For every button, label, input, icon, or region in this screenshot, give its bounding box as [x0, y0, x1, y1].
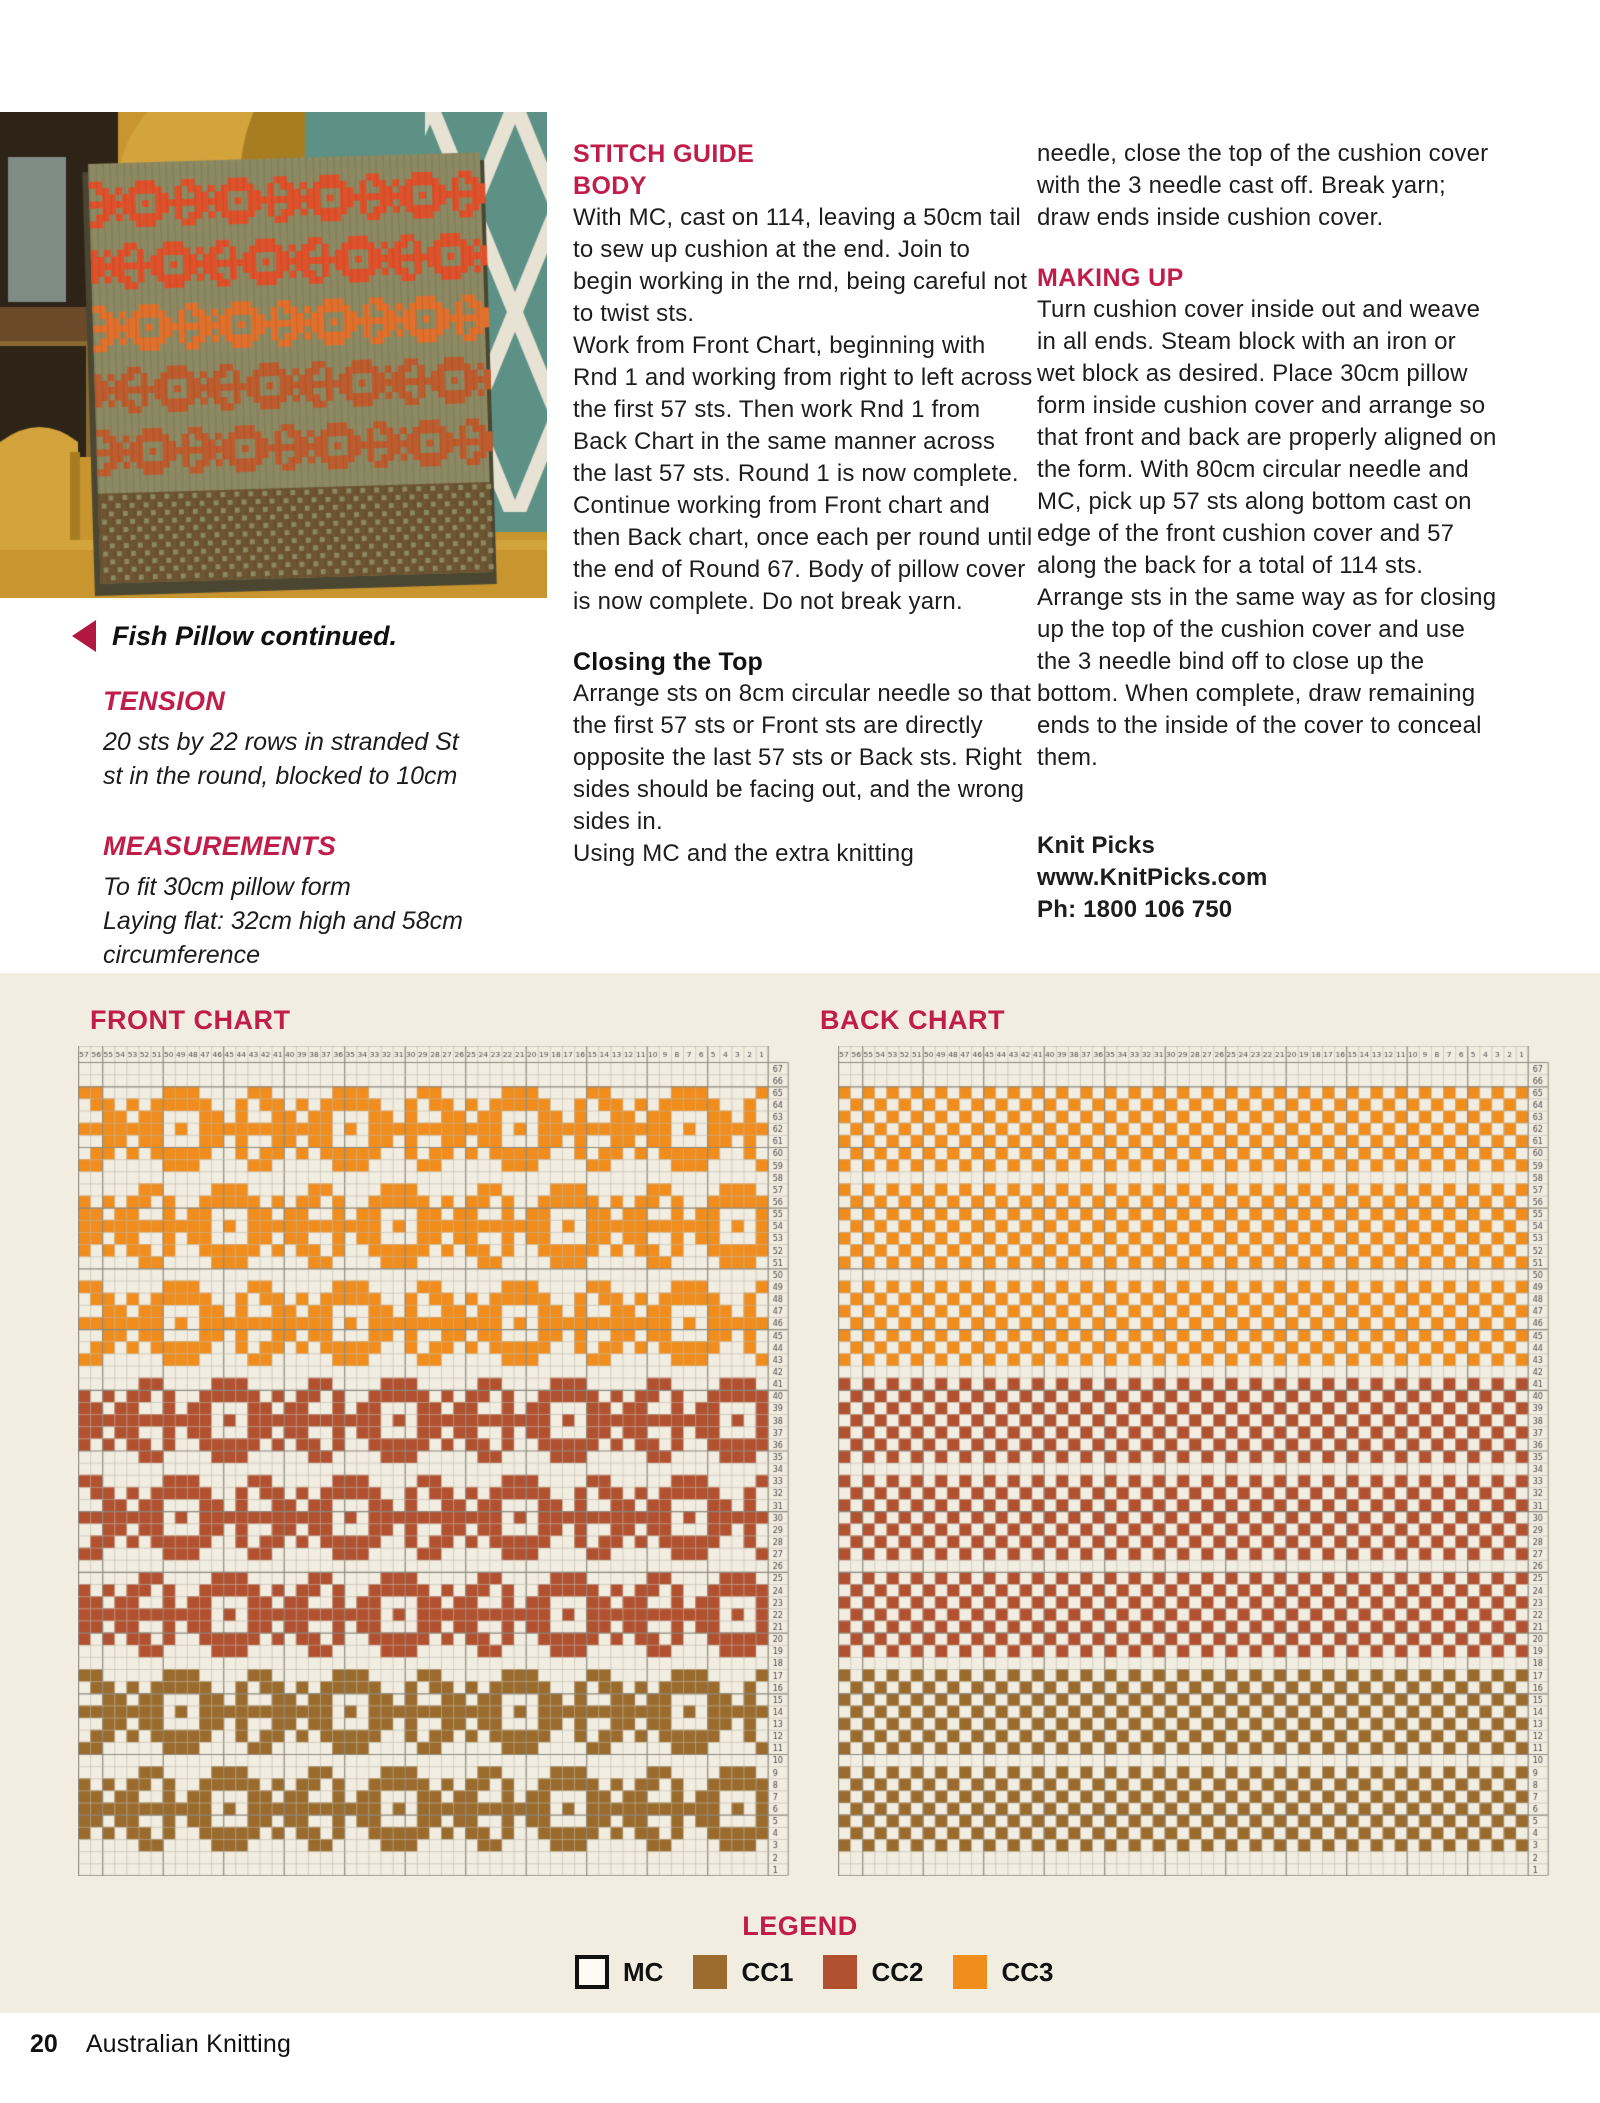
body-paragraph: Work from Front Chart, beginning with Rnd 1 and working from right to left across the first 57 sts. Then work Rnd 1 from Back Chart in the same manner across the last 57 sts. Round 1 is now complete. — [573, 332, 1033, 487]
body-paragraph: With MC, cast on 114, leaving a 50cm tail to sew up cushion at the end. Join to begin working in the rnd, being careful not to twist sts. — [573, 204, 1028, 327]
making-up-paragraph: Turn cushion cover inside out and weave in all ends. Steam block with an iron or wet block as desired. Place 30cm pillow form inside cushion cover and arrange so that front and back are properly aligned on the form. With 80cm circular needle and MC, pick up 57 sts along bottom cast on edge of the front cushion cover and 57 along the back for a total of 114 sts. Arrange sts in the same way as for closing up the top of the cushion cover and use the 3 needle bind off to close up the bottom. When complete, draw remaining ends to the inside of the cover to conceal them. — [1037, 296, 1497, 771]
legend-item-cc3 — [953, 1955, 1053, 1989]
continued-caption — [72, 620, 397, 652]
legend-swatch-cc3 — [953, 1955, 987, 1989]
front-chart-grid — [78, 1046, 790, 1876]
closing-top-continuation: needle, close the top of the cushion cover with the 3 needle cast off. Break yarn; draw ends inside cushion cover. — [1037, 140, 1489, 231]
measurements-line-1: To fit 30cm pillow form — [103, 873, 351, 901]
making-up-heading: MAKING UP — [1037, 264, 1184, 292]
measurements-line-2: Laying flat: 32cm high and 58cm circumference — [103, 907, 463, 969]
legend-items — [575, 1955, 1053, 1989]
instructions-column-2 — [1037, 138, 1499, 926]
pattern-specs-column — [103, 686, 463, 972]
closing-top-paragraph: Arrange sts on 8cm circular needle so that the first 57 sts or Front sts are directly opposite the last 57 sts or Back sts. Right sides should be facing out, and the wrong sides in. — [573, 680, 1031, 835]
charts-section — [0, 973, 1600, 2013]
legend-label-cc3: CC3 — [1001, 1956, 1054, 1987]
tension-section — [103, 686, 463, 793]
supplier-contact-block — [1037, 830, 1499, 926]
closing-top-paragraph: Using MC and the extra knitting — [573, 840, 915, 867]
back-chart-title: BACK CHART — [820, 1005, 1005, 1035]
continued-caption-label: Fish Pillow continued. — [112, 620, 398, 651]
front-chart-title: FRONT CHART — [90, 1005, 291, 1035]
magazine-name: Australian Knitting — [85, 2030, 292, 2058]
legend-item-mc — [575, 1955, 663, 1989]
legend-label-cc2: CC2 — [871, 1956, 924, 1987]
tension-heading: TENSION — [103, 686, 226, 716]
continued-arrow-icon — [72, 620, 96, 652]
measurements-section — [103, 831, 463, 972]
stitch-guide-heading: STITCH GUIDE — [573, 140, 755, 168]
legend-swatch-mc — [575, 1955, 609, 1989]
legend-item-cc2 — [823, 1955, 923, 1989]
page-footer — [30, 2030, 291, 2059]
legend-swatch-cc2 — [823, 1955, 857, 1989]
closing-top-heading: Closing the Top — [573, 648, 764, 676]
legend-swatch-cc1 — [693, 1955, 727, 1989]
instructions-column-1 — [573, 138, 1035, 870]
legend-item-cc1 — [693, 1955, 793, 1989]
body-heading: BODY — [573, 172, 647, 200]
supplier-website: www.KnitPicks.com — [1037, 864, 1268, 891]
pillow-photo-image — [0, 112, 547, 598]
supplier-phone: Ph: 1800 106 750 — [1037, 896, 1233, 923]
legend-heading: LEGEND — [742, 1911, 858, 1941]
tension-body: 20 sts by 22 rows in stranded St st in the round, blocked to 10cm — [103, 728, 459, 790]
legend-label-mc: MC — [623, 1956, 664, 1987]
page-number: 20 — [30, 2030, 58, 2058]
body-paragraph: Continue working from Front chart and then Back chart, once each per round until the end of Round 67. Body of pillow cover is now complete. Do not break yarn. — [573, 492, 1033, 615]
supplier-name: Knit Picks — [1037, 832, 1156, 859]
measurements-heading: MEASUREMENTS — [103, 831, 337, 861]
back-chart-grid — [838, 1046, 1550, 1876]
legend-label-cc1: CC1 — [741, 1956, 794, 1987]
